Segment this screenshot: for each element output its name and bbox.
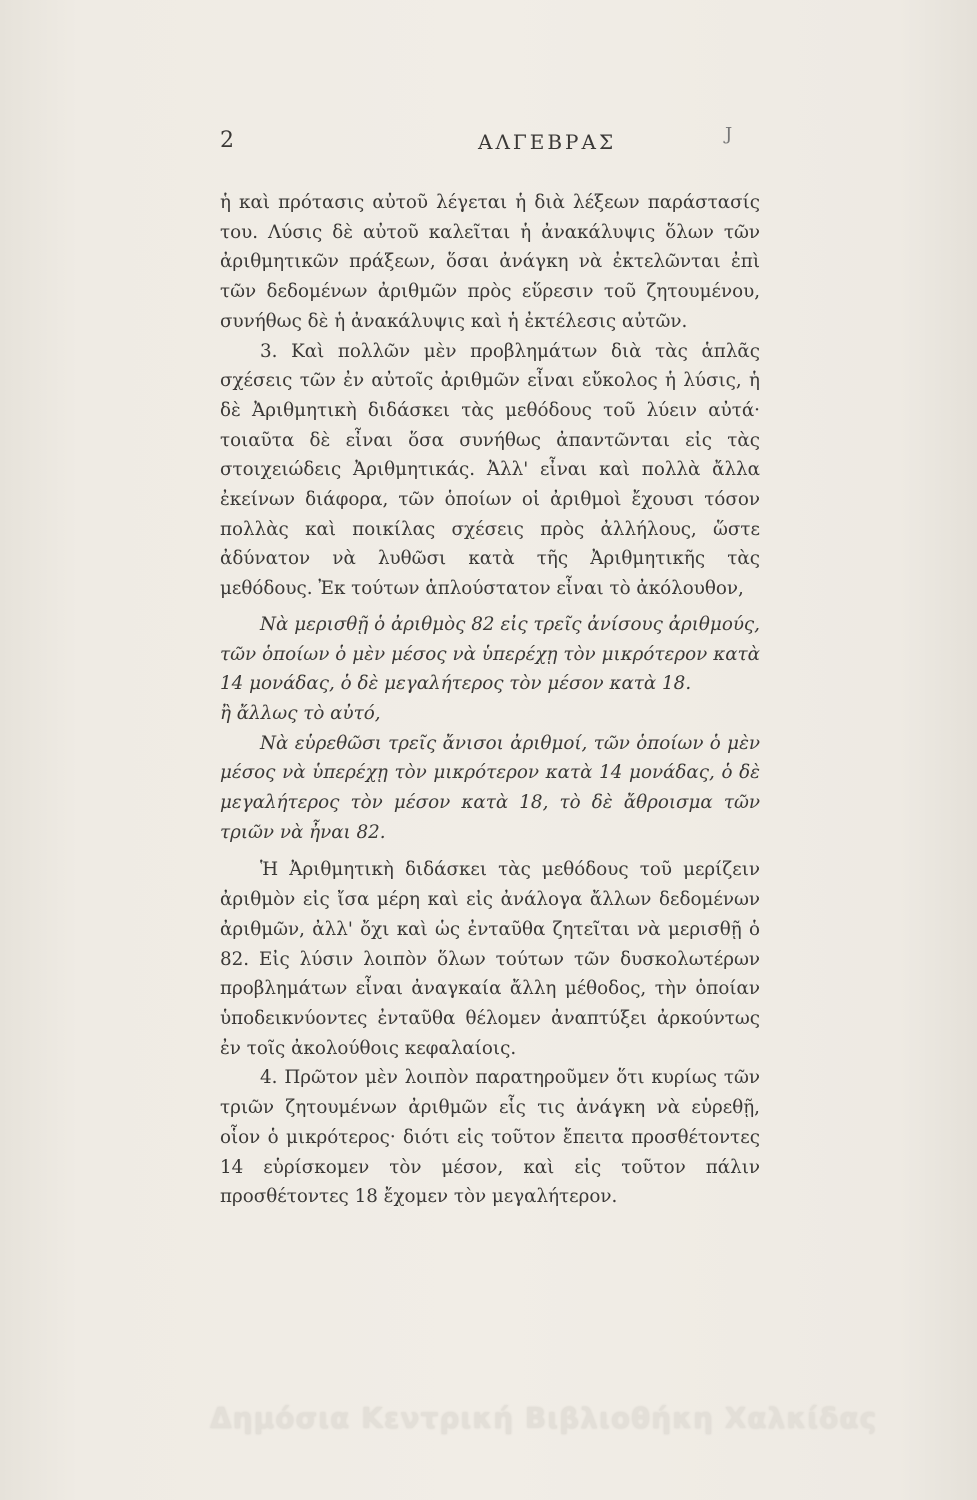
page-header — [220, 110, 760, 154]
header-mark: J — [725, 124, 735, 145]
library-watermark: Δημόσια Κεντρική Βιβλιοθήκη Χαλκίδας — [210, 1402, 878, 1435]
paragraph-section-4: 4. Πρῶτον μὲν λοιπὸν παρατηροῦμεν ὅτι κυρίως τῶν τριῶν ζητουμένων ἀριθμῶν εἷς τις ἀνάγκη νὰ εὑρεθῇ, οἷον ὁ μικρότερος· διότι εἰς τοῦτον ἔπειτα προσθέτοντες 14 εὑρίσκομεν τὸν μέσον, καὶ εἰς τοῦτον πάλιν προσθέτοντες 18 ἔχομεν τὸν μεγαλήτερον. — [220, 1067, 760, 1208]
running-title: ΑΛΓΕΒΡΑΣ — [478, 130, 617, 154]
problem-alternative-statement: Νὰ εὑρεθῶσι τρεῖς ἄνισοι ἀριθμοί, τῶν ὁποίων ὁ μὲν μέσος νὰ ὑπερέχῃ τὸν μικρότερον κατὰ 14 μονάδας, ὁ δὲ μεγαλήτερος τὸν μέσον κατὰ 18, τὸ δὲ ἄθροισμα τῶν τριῶν νὰ ἦναι 82. — [220, 732, 760, 843]
problem-alternative-label: ἢ ἄλλως τὸ αὐτό, — [220, 702, 381, 724]
paragraph-definition: ἡ καὶ πρότασις αὐτοῦ λέγεται ἡ διὰ λέξεων παράστασίς του. Λύσις δὲ αὐτοῦ καλεῖται ἡ ἀνακάλυψις ὅλων τῶν ἀριθμητικῶν πράξεων, ὅσαι ἀνάγκη νὰ ἐκτελῶνται ἐπὶ τῶν δεδομένων ἀριθμῶν πρὸς εὕρεσιν τοῦ ζητουμένου, συνήθως δὲ ἡ ἀνακάλυψις καὶ ἡ ἐκτέλεσις αὐτῶν. — [220, 192, 760, 332]
paragraph-section-3: 3. Καὶ πολλῶν μὲν προβλημάτων διὰ τὰς ἁπλᾶς σχέσεις τῶν ἐν αὐτοῖς ἀριθμῶν εἶναι εὔκολος ἡ λύσις, ἡ δὲ Ἀριθμητικὴ διδάσκει τὰς μεθόδους τοῦ λύειν αὐτά· τοιαῦτα δὲ εἶναι ὅσα συνήθως ἀπαντῶνται εἰς τὰς στοιχειώδεις Ἀριθμητικάς. Ἀλλ' εἶναι καὶ πολλὰ ἄλλα ἐκείνων διάφορα, τῶν ὁποίων οἱ ἀριθμοὶ ἔχουσι τόσον πολλὰς καὶ ποικίλας σχέσεις πρὸς ἀλλήλους, ὥστε ἀδύνατον νὰ λυθῶσι κατὰ τῆς Ἀριθμητικῆς τὰς μεθόδους. Ἐκ τούτων ἁπλούστατον εἶναι τὸ ἀκόλουθον, — [220, 340, 760, 600]
paragraph-arithmetic-methods: Ἡ Ἀριθμητικὴ διδάσκει τὰς μεθόδους τοῦ μερίζειν ἀριθμὸν εἰς ἴσα μέρη καὶ εἰς ἀνάλογα ἄλλων δεδομένων ἀριθμῶν, ἀλλ' ὄχι καὶ ὡς ἐνταῦθα ζητεῖται νὰ μερισθῇ ὁ 82. Εἰς λύσιν λοιπὸν ὅλων τούτων τῶν δυσκολωτέρων προβλημάτων εἶναι ἀναγκαία ἄλλη μέθοδος, τὴν ὁποίαν ὑποδεικνύοντες ἐνταῦθα θέλομεν ἀναπτύξει ἀρκούντως ἐν τοῖς ἀκολούθοις κεφαλαίοις. — [220, 859, 760, 1059]
page-body — [220, 188, 760, 1212]
problem-statement: Νὰ μερισθῇ ὁ ἀριθμὸς 82 εἰς τρεῖς ἀνίσους ἀριθμούς, τῶν ὁποίων ὁ μὲν μέσος νὰ ὑπερέχῃ τὸν μικρότερον κατὰ 14 μονάδας, ὁ δὲ μεγαλήτερος τὸν μέσον κατὰ 18. — [220, 613, 760, 695]
page-number: 2 — [220, 128, 236, 153]
